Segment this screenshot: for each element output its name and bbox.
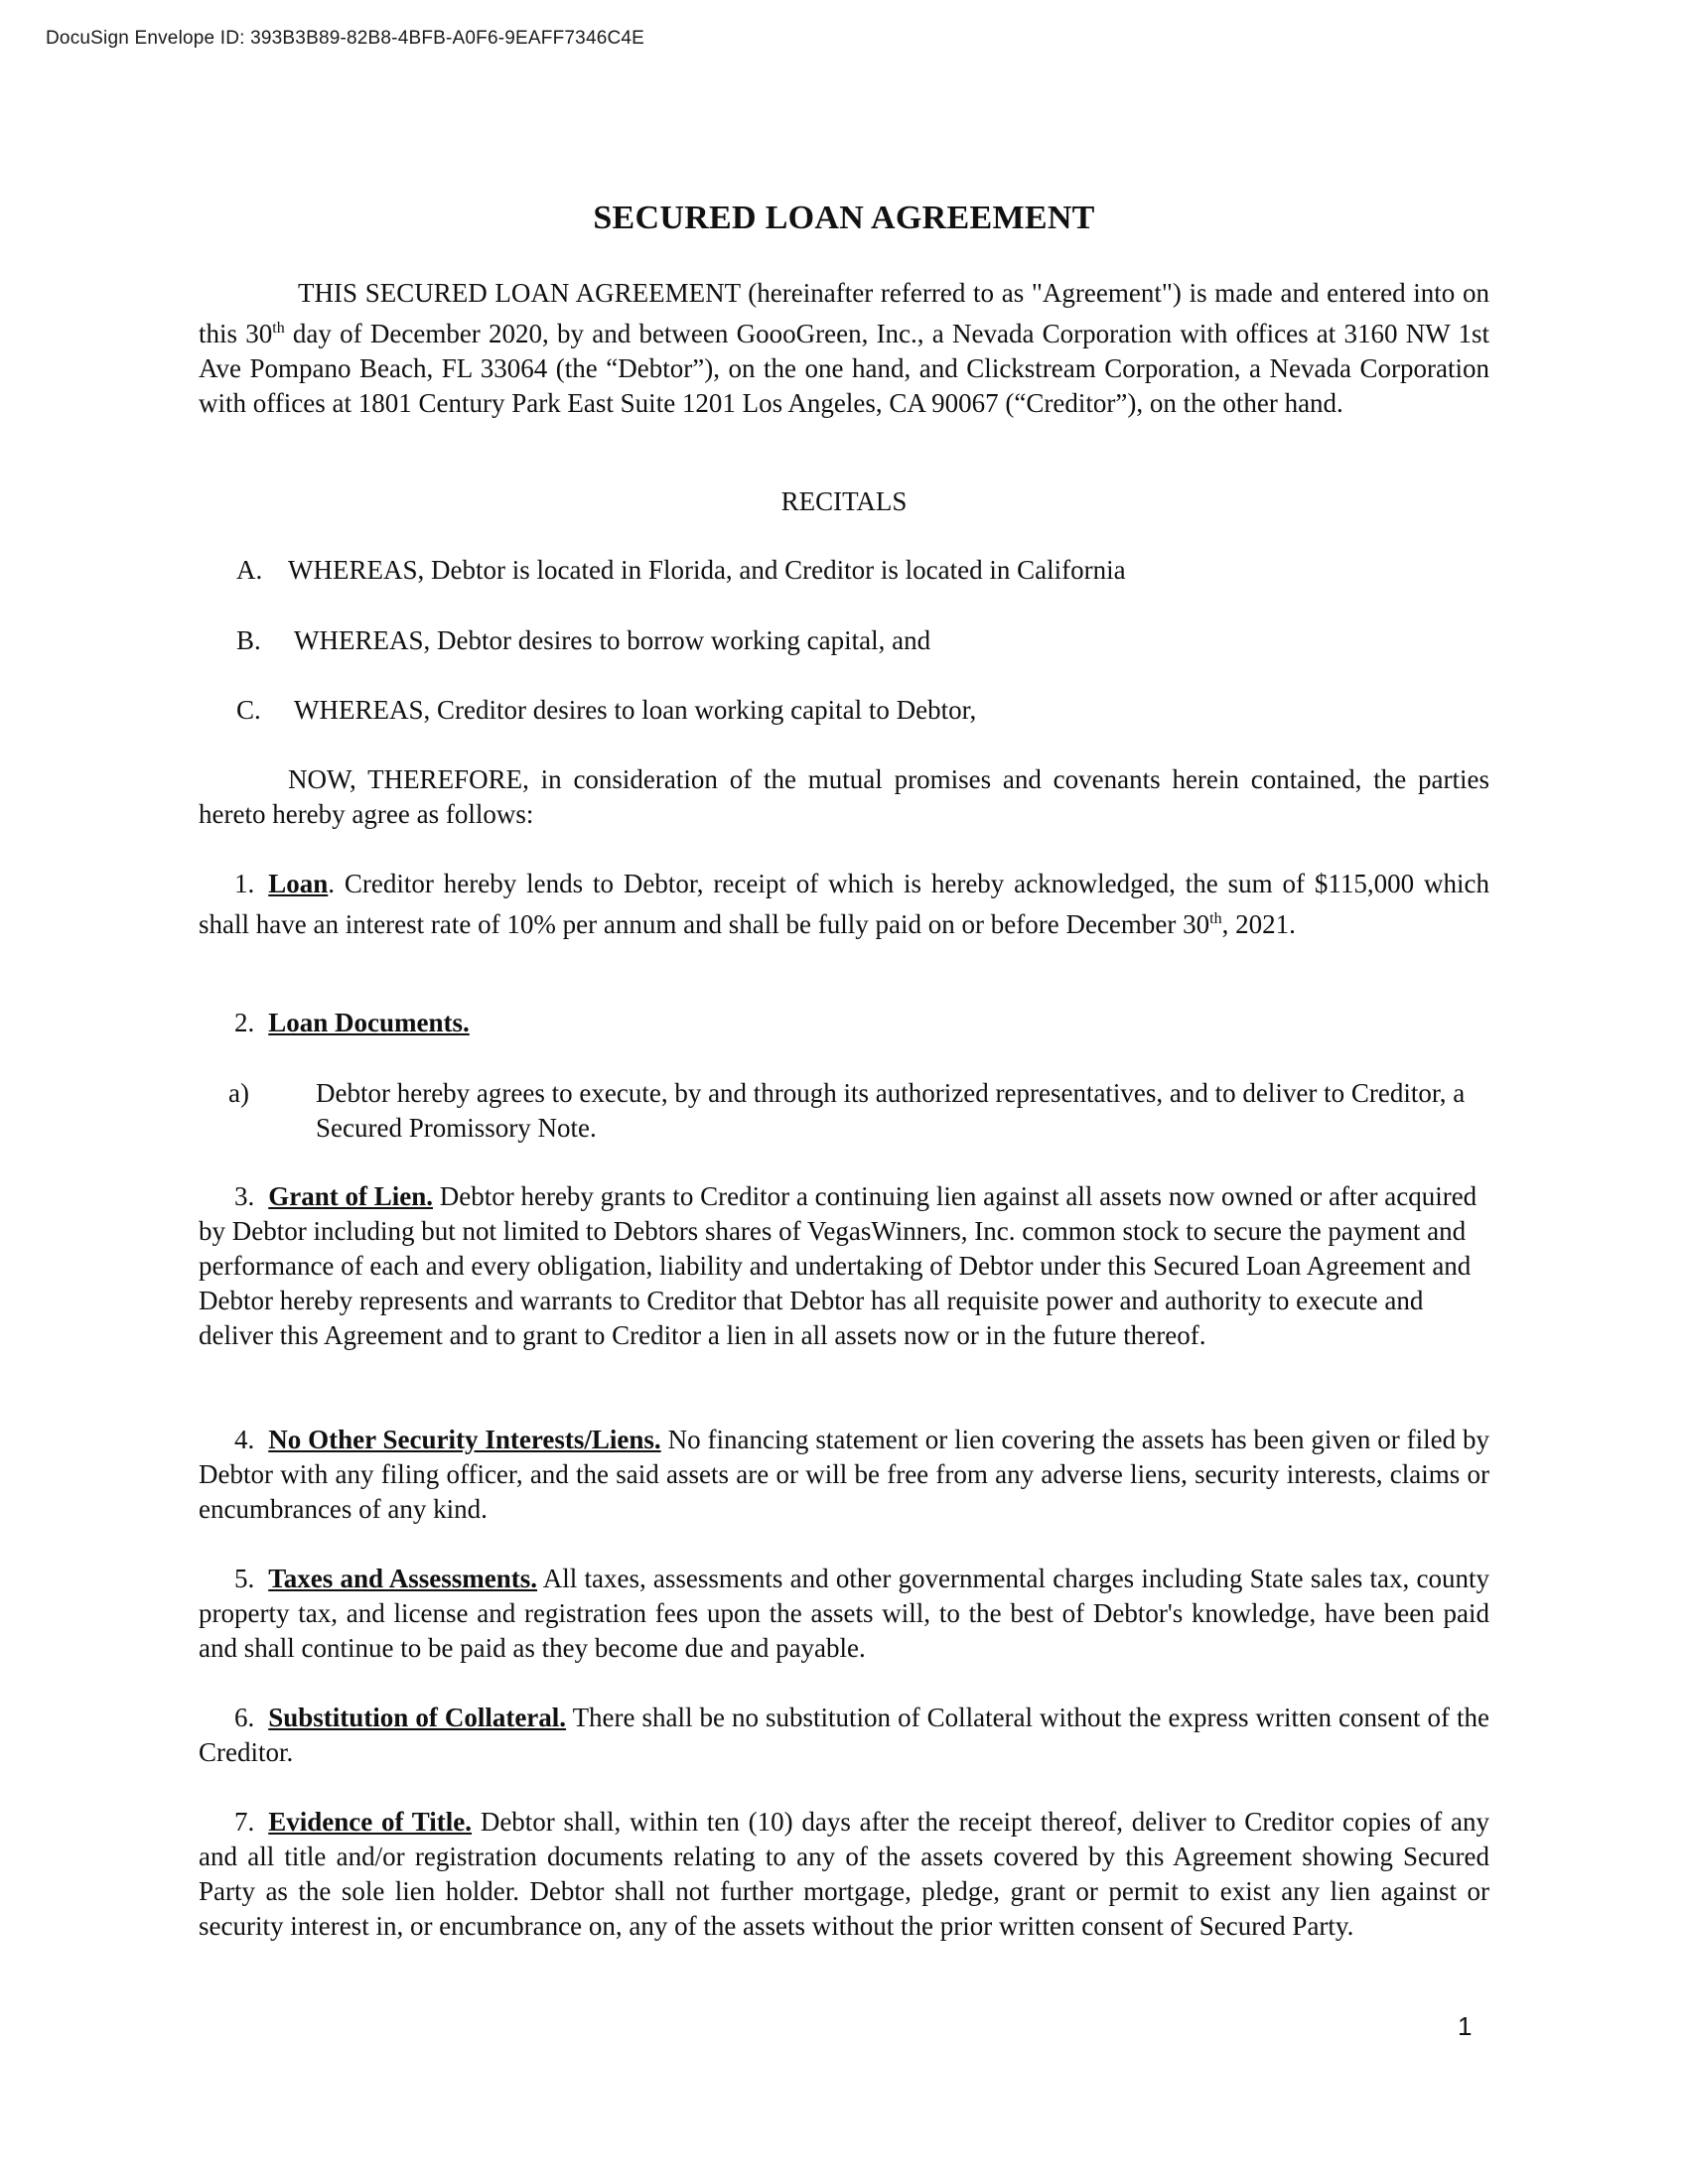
section-heading: Grant of Lien. (268, 1181, 433, 1211)
intro-paragraph (199, 276, 1489, 421)
section-number: 3. (234, 1181, 255, 1211)
section-heading: Loan (268, 869, 329, 898)
recital-label: A. (236, 555, 263, 585)
section-no-other-security-interests (199, 1423, 1489, 1527)
section-text: No financing statement or lien covering the assets has been given or filed by Debtor with any filing officer, and the said assets are or will be free from any adverse liens, security interests, claims or encumbrances of any kind. (199, 1425, 1489, 1524)
section-grant-of-lien (199, 1179, 1489, 1353)
section-heading: Substitution of Collateral. (268, 1703, 567, 1732)
section-number: 7. (234, 1807, 255, 1837)
item-label: a) (228, 1078, 249, 1108)
recital-label: C. (236, 695, 261, 725)
section-taxes-and-assessments (199, 1562, 1489, 1666)
document-title: SECURED LOAN AGREEMENT (593, 200, 1095, 236)
section-number: 4. (234, 1425, 255, 1454)
section-evidence-of-title (199, 1805, 1489, 1944)
docusign-envelope-id: DocuSign Envelope ID: 393B3B89-82B8-4BFB-A0F6-9EAFF7346C4E (46, 28, 645, 49)
recital-text: WHEREAS, Debtor desires to borrow working capital, and (294, 625, 931, 655)
recitals-heading: RECITALS (780, 486, 908, 516)
recital-label: B. (236, 625, 261, 655)
section-number: 5. (234, 1564, 255, 1593)
section-text-2: , 2021. (1221, 909, 1296, 939)
recital-item (236, 553, 1487, 588)
section-number: 2. (234, 1008, 255, 1037)
recital-item (236, 623, 1487, 658)
section-loan-documents (199, 1006, 1489, 1040)
page-number: 1 (1458, 2011, 1473, 2041)
section-text: Debtor hereby grants to Creditor a continuing lien against all assets now owned or after acquired by Debtor including but not limited to Debtors shares of VegasWinners, Inc. common stock to secure the payment and performance of each and every obligation, liability and undertaking of Debtor under this Secured Loan Agreement and Debtor hereby represents and warrants to Creditor that Debtor has all requisite power and authority to execute and deliver this Agreement and to grant to Creditor a lien in all assets now or in the future thereof. (199, 1181, 1477, 1350)
intro-text-1: THIS SECURED LOAN AGREEMENT (hereinafter referred to as "Agreement") is made and entered into on this 30 (199, 278, 1489, 348)
section-heading: Taxes and Assessments. (268, 1564, 538, 1593)
section-text: All taxes, assessments and other governmental charges including State sales tax, county property tax, and license and registration fees upon the assets will, to the best of Debtor's knowledge, have been paid and shall continue to be paid as they become due and payable. (199, 1564, 1489, 1663)
section-text: There shall be no substitution of Collateral without the express written consent of the Creditor. (199, 1703, 1489, 1767)
section-heading: No Other Security Interests/Liens. (268, 1425, 661, 1454)
section-loan (199, 867, 1489, 942)
section-superscript: th (1209, 910, 1222, 927)
intro-superscript: th (272, 320, 285, 337)
now-therefore-paragraph: NOW, THEREFORE, in consideration of the mutual promises and covenants herein contained, the parties hereto hereby agree as follows: (199, 764, 1489, 829)
intro-text-2: day of December 2020, by and between GoooGreen, Inc., a Nevada Corporation with offices at 3160 NW 1st Ave Pompano Beach, FL 33064 (the “Debtor”), on the one hand, and Clickstream Corporation, a Nevada Corporation with offices at 1801 Century Park East Suite 1201 Los Angeles, CA 90067 (“Creditor”), on the other hand. (199, 319, 1489, 418)
section-heading: Loan Documents. (268, 1008, 470, 1037)
item-text: Debtor hereby agrees to execute, by and through its authorized representatives, and to deliver to Creditor, a Secured Promissory Note. (316, 1078, 1466, 1143)
recital-text: WHEREAS, Creditor desires to loan working capital to Debtor, (294, 695, 977, 725)
section-text-1: . Creditor hereby lends to Debtor, receipt of which is hereby acknowledged, the sum of $115,000 which shall have an interest rate of 10% per annum and shall be fully paid on or before December 30 (199, 869, 1489, 939)
section-substitution-of-collateral (199, 1701, 1489, 1770)
section-loan-documents-item-a (228, 1076, 1489, 1146)
section-heading: Evidence of Title. (268, 1807, 473, 1837)
section-number: 1. (234, 869, 255, 898)
section-number: 6. (234, 1703, 255, 1732)
recital-text: WHEREAS, Debtor is located in Florida, and Creditor is located in California (288, 555, 1126, 585)
recital-item (236, 693, 1487, 728)
section-text: Debtor shall, within ten (10) days after the receipt thereof, deliver to Creditor copies of any and all title and/or registration documents relating to any of the assets covered by this Agreement showing Secured Party as the sole lien holder. Debtor shall not further mortgage, pledge, grant or permit to exist any lien against or security interest in, or encumbrance on, any of the assets without the prior written consent of Secured Party. (199, 1807, 1489, 1941)
